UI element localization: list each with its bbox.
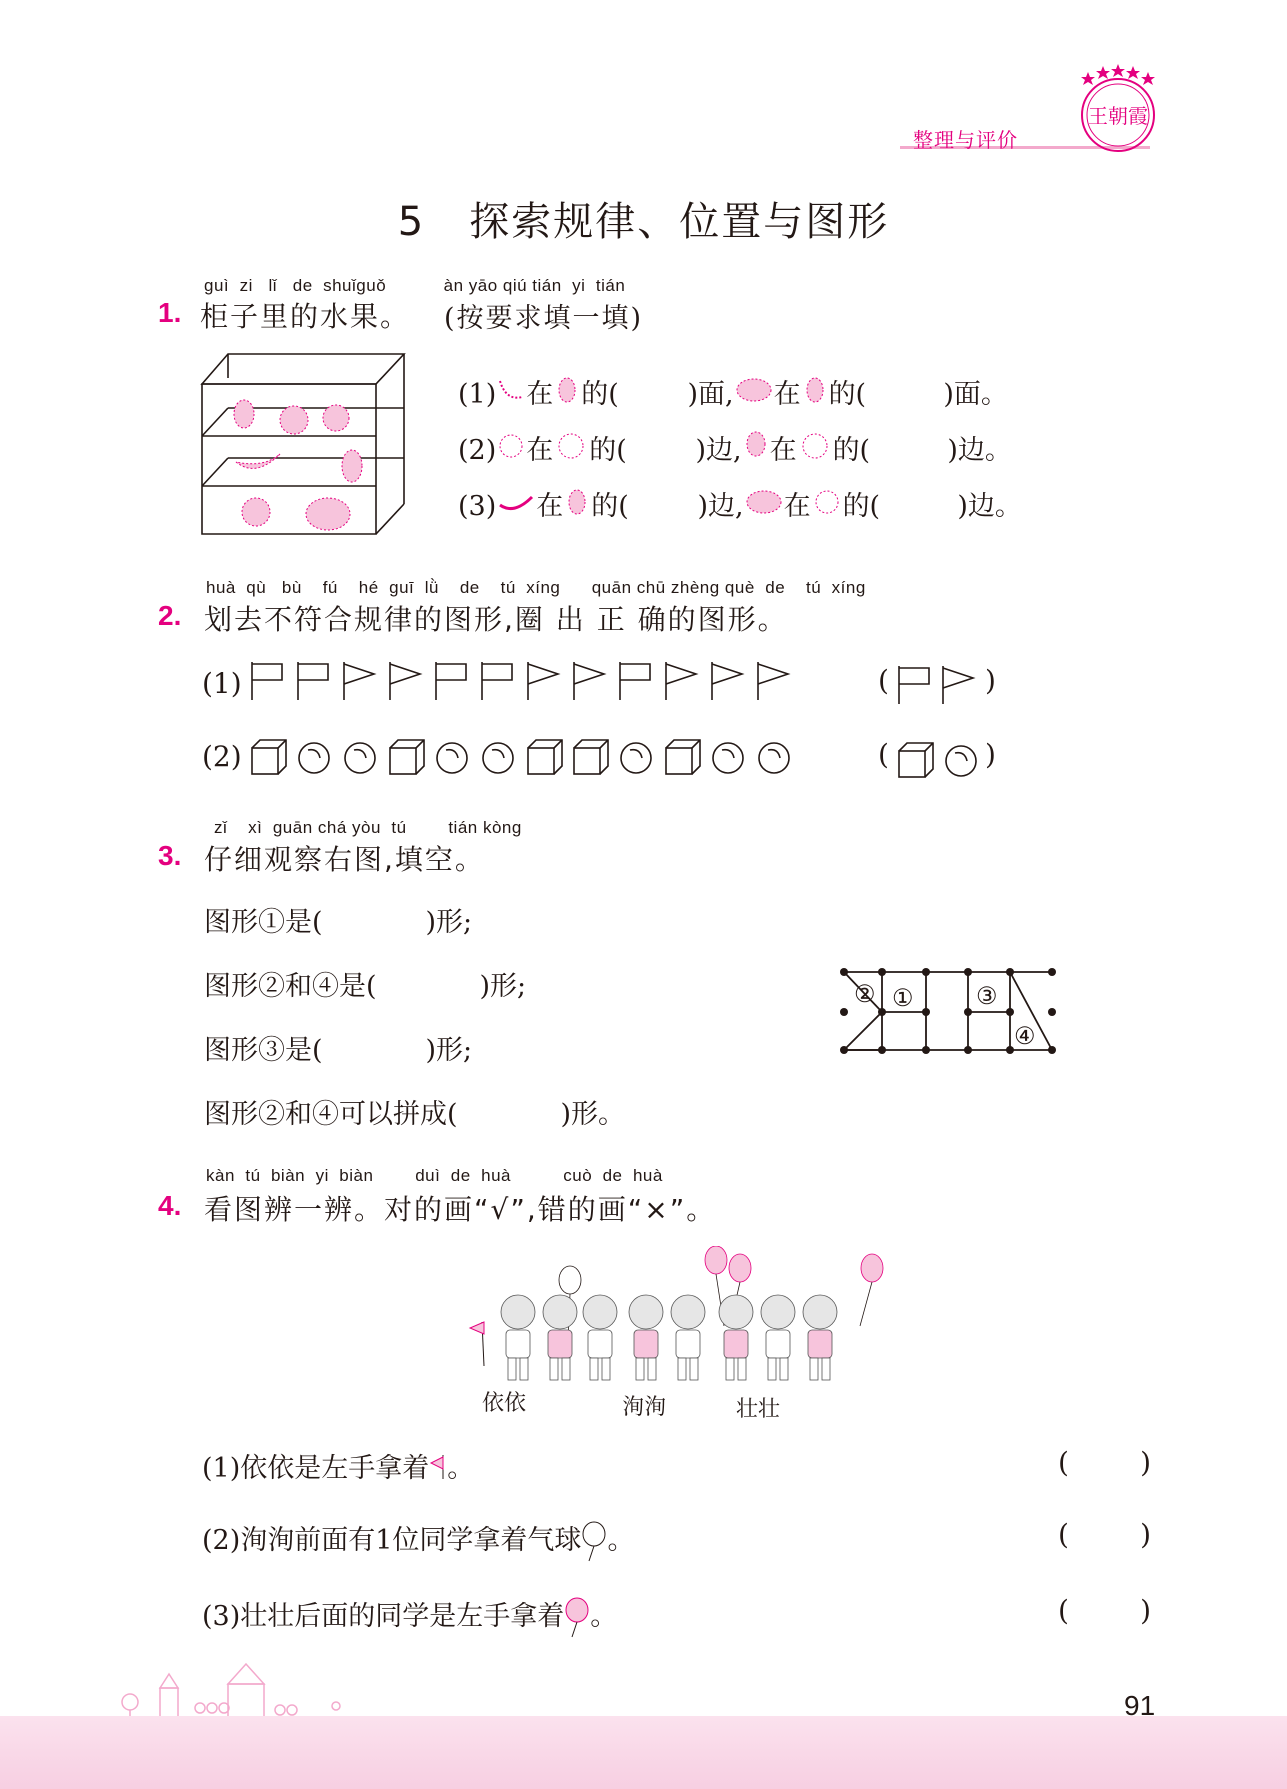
watermelon-icon xyxy=(306,498,350,530)
q2-flag-sequence xyxy=(248,658,808,706)
dot-grid-figure xyxy=(834,962,1064,1062)
header-section-label: 整理与评价 xyxy=(913,128,1018,152)
peach-icon xyxy=(242,498,270,526)
q2-solid-sequence xyxy=(248,734,808,782)
child-figure xyxy=(543,1295,577,1380)
star-icon xyxy=(1126,66,1140,79)
balloon-icon xyxy=(581,1521,607,1563)
child-figure xyxy=(761,1295,795,1380)
q2-row1-option-shapes xyxy=(889,666,985,706)
apple-icon xyxy=(280,406,308,434)
sphere-icon xyxy=(946,746,976,776)
cube-icon xyxy=(574,740,608,774)
triangle-flag-icon xyxy=(574,662,604,700)
q1-instruction: (按要求填一填) xyxy=(444,303,644,334)
q1-pinyin: guì zi lǐ de shuǐguǒ àn yāo qiú tián yi tián xyxy=(204,276,626,295)
q3-line-1: 图形①是( )形; xyxy=(204,907,473,938)
q4-text: 看图辨一辨。对的画“√”,错的画“×”。 xyxy=(204,1193,717,1226)
child-figure xyxy=(803,1295,837,1380)
square-flag-icon xyxy=(899,666,929,704)
q1-item-2: (2) 在 的( )边, 在 的( )边。 xyxy=(458,428,1012,467)
footer-band xyxy=(0,1716,1287,1789)
balloon-icon xyxy=(861,1254,883,1282)
fruit-cabinet xyxy=(196,350,414,540)
q2-row2-label: (2) xyxy=(202,740,242,773)
page-number: 91 xyxy=(1124,1690,1156,1721)
q3-pinyin: zǐ xì guān chá yòu tú tián kòng xyxy=(214,818,522,837)
q1-item-1: (1) 在 的( )面, 在 的( )面。 xyxy=(458,372,1008,411)
q1-text: 柜子里的水果。 xyxy=(200,300,411,333)
square-flag-icon xyxy=(482,662,512,700)
peach-icon xyxy=(496,431,526,457)
square-flag-icon xyxy=(436,662,466,700)
triangle-flag-icon xyxy=(712,662,742,700)
triangle-flag-icon xyxy=(528,662,558,700)
q3-line-4: 图形②和④可以拼成( )形。 xyxy=(204,1099,626,1130)
q2-number: 2. xyxy=(158,600,182,631)
page-title: 5 探索规律、位置与图形 xyxy=(397,199,890,245)
q1-number: 1. xyxy=(158,297,182,328)
sphere-icon xyxy=(345,743,375,773)
sphere-icon xyxy=(713,743,743,773)
pineapple-icon xyxy=(553,373,581,401)
triangle-flag-icon xyxy=(943,666,973,704)
q3-text: 仔细观察右图,填空。 xyxy=(204,843,485,876)
triangle-flag-icon xyxy=(344,662,374,700)
balloon-icon xyxy=(559,1266,581,1294)
balloon-icon xyxy=(729,1254,751,1282)
brand-logo-text: 王朝霞 xyxy=(1088,104,1148,128)
sphere-icon xyxy=(437,743,467,773)
child-figure xyxy=(671,1295,705,1380)
star-icon xyxy=(1111,64,1125,77)
cube-icon xyxy=(390,740,424,774)
q2-row2-option-shapes xyxy=(889,739,985,781)
q4-answer-2[interactable]: ( ) xyxy=(1058,1518,1152,1551)
banana-icon xyxy=(496,489,536,515)
name-zhuangzhuang: 壮壮 xyxy=(736,1397,781,1422)
q4-answer-3[interactable]: ( ) xyxy=(1058,1594,1152,1627)
pineapple-icon xyxy=(342,450,362,482)
shape-label-1: ① xyxy=(892,984,914,1012)
pineapple-icon xyxy=(801,373,829,401)
sphere-icon xyxy=(483,743,513,773)
footer-decoration xyxy=(110,1658,410,1720)
q2-row2-options: ( ) xyxy=(878,738,996,781)
brand-logo xyxy=(1068,60,1168,160)
q4-number: 4. xyxy=(158,1190,182,1221)
child-figure xyxy=(719,1295,753,1380)
grapes-icon xyxy=(742,429,770,457)
child-figure xyxy=(629,1295,663,1380)
square-flag-icon xyxy=(298,662,328,700)
q4-answer-1[interactable]: ( ) xyxy=(1058,1446,1152,1479)
grapes-icon xyxy=(234,400,254,428)
cube-icon xyxy=(666,740,700,774)
q3-number: 3. xyxy=(158,840,182,871)
flag-icon xyxy=(429,1453,447,1481)
square-flag-icon xyxy=(620,662,650,700)
q3-line-3: 图形③是( )形; xyxy=(204,1035,473,1066)
q2-row1-options: ( ) xyxy=(878,664,996,706)
square-flag-icon xyxy=(252,662,282,700)
shape-label-4: ④ xyxy=(1014,1022,1036,1050)
cube-icon xyxy=(899,743,933,777)
triangle-flag-icon xyxy=(666,662,696,700)
q1-item-1-label: (1) xyxy=(458,379,497,410)
peach-icon xyxy=(323,405,349,431)
q1-item-3: (3) 在 的( )边, 在 的( )边。 xyxy=(458,484,1022,523)
star-icon xyxy=(1081,72,1095,85)
children-illustration xyxy=(468,1246,900,1396)
sphere-icon xyxy=(759,743,789,773)
q4-item-3: (3)壮壮后面的同学是左手拿着 。 xyxy=(202,1594,617,1639)
balloon-icon xyxy=(564,1597,590,1639)
q3-line-2: 图形②和④是( )形; xyxy=(204,971,527,1002)
shape-label-3: ③ xyxy=(976,982,998,1010)
shape-label-2: ② xyxy=(854,980,876,1008)
q2-text: 划去不符合规律的图形,圈 出 正 确的图形。 xyxy=(204,603,788,636)
watermelon-icon xyxy=(734,377,774,403)
q4-pinyin: kàn tú biàn yi biàn duì de huà cuò de huà xyxy=(206,1166,663,1185)
triangle-flag-icon xyxy=(390,662,420,700)
cube-icon xyxy=(252,740,286,774)
triangle-flag-icon xyxy=(758,662,788,700)
apple-icon xyxy=(553,431,589,457)
apple-icon xyxy=(797,431,833,457)
name-yiyi: 依依 xyxy=(482,1391,527,1416)
star-icon xyxy=(1096,66,1110,79)
peach-icon xyxy=(811,487,843,513)
pineapple-icon xyxy=(563,485,591,513)
sphere-icon xyxy=(621,743,651,773)
q4-item-1: (1)依依是左手拿着 。 xyxy=(202,1453,475,1484)
sphere-icon xyxy=(299,743,329,773)
child-figure xyxy=(583,1295,617,1380)
banana-icon xyxy=(496,377,526,403)
child-figure xyxy=(501,1295,535,1380)
name-taotao: 洵洵 xyxy=(622,1395,667,1420)
flag-icon xyxy=(470,1322,484,1366)
q4-item-2: (2)洵洵前面有1位同学拿着气球 。 xyxy=(202,1518,634,1563)
cube-icon xyxy=(528,740,562,774)
watermelon-icon xyxy=(744,489,784,515)
q2-pinyin: huà qù bù fú hé guī lǜ de tú xíng quān chū zhèng què de tú xíng xyxy=(206,578,866,597)
balloon-icon xyxy=(705,1246,727,1274)
star-icon xyxy=(1141,72,1155,85)
banana-icon xyxy=(236,454,280,468)
q2-row1-label: (1) xyxy=(202,667,242,700)
